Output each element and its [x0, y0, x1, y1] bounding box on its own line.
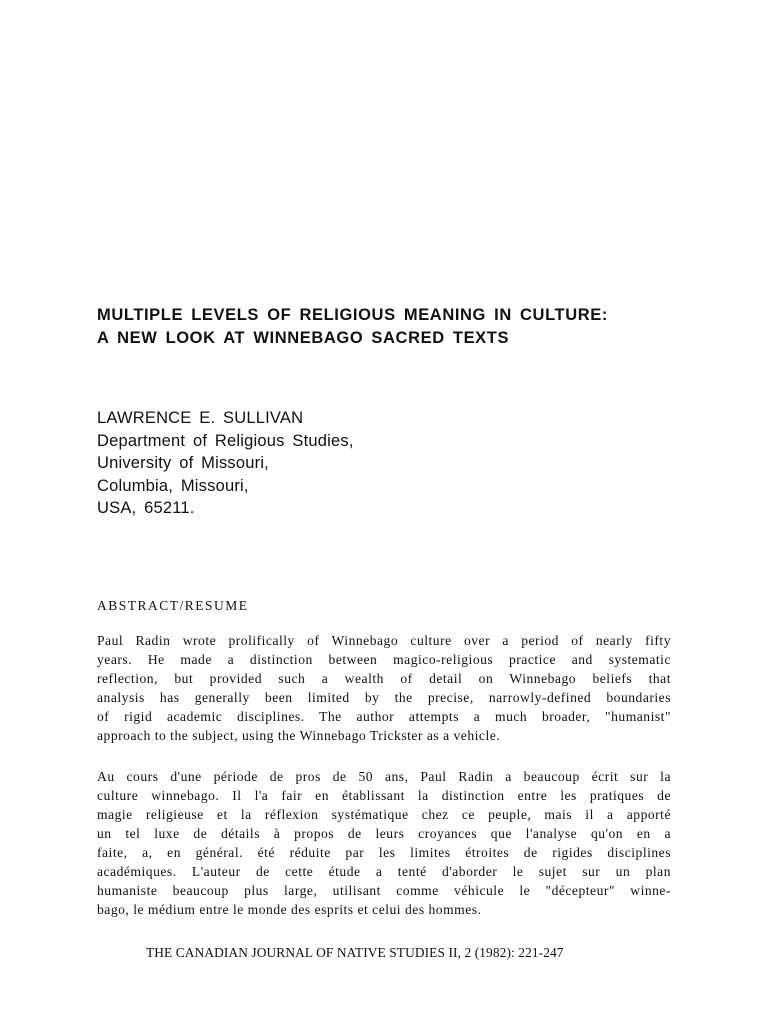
resume-line: humaniste beaucoup plus large, utilisant comme véhicule le "décepteur" winne-	[97, 883, 671, 898]
resume-line: Au cours d'une période de pros de 50 ans, Paul Radin a beaucoup écrit sur la	[97, 769, 671, 784]
journal-citation: THE CANADIAN JOURNAL OF NATIVE STUDIES II, 2 (1982): 221-247	[146, 945, 564, 960]
resume-line: faite, a, en général. été réduite par les limites étroites de rigides disciplines	[97, 845, 671, 860]
abstract-line: approach to the subject, using the Winnebago Trickster as a vehicle.	[97, 728, 501, 743]
author-university: University of Missouri,	[97, 454, 269, 472]
resume-line: magie religieuse et la réflexion systématique chez ce peuple, mais il a apporté	[97, 807, 671, 822]
abstract-line: analysis has generally been limited by the precise, narrowly-defined boundaries	[97, 690, 671, 705]
abstract-line: Paul Radin wrote prolifically of Winnebago culture over a period of nearly fifty	[97, 633, 671, 648]
author-block	[97, 407, 354, 520]
title-line-2: A NEW LOOK AT WINNEBAGO SACRED TEXTS	[97, 329, 510, 347]
author-department: Department of Religious Studies,	[97, 431, 354, 450]
abstract-english	[97, 631, 671, 745]
abstract-heading: ABSTRACT/RESUME	[97, 598, 249, 613]
resume-line: culture winnebago. Il l'a fair en établissant la distinction entre les pratiques de	[97, 788, 671, 803]
article-title	[97, 304, 697, 350]
author-name: LAWRENCE E. SULLIVAN	[97, 409, 304, 427]
resume-line: un tel luxe de détails à propos de leurs croyances que l'analyse qu'on en a	[97, 826, 671, 841]
title-line-1: MULTIPLE LEVELS OF RELIGIOUS MEANING IN CULTURE:	[97, 306, 608, 324]
abstract-line: of rigid academic disciplines. The author attempts a much broader, "humanist"	[97, 709, 671, 724]
resume-line: académiques. L'auteur de cette étude a tenté d'aborder le sujet sur un plan	[97, 864, 671, 879]
abstract-line: reflection, but provided such a wealth of detail on Winnebago beliefs that	[97, 671, 671, 686]
resume-line: bago, le médium entre le monde des esprits et celui des hommes.	[97, 902, 482, 917]
abstract-french	[97, 767, 671, 919]
author-city: Columbia, Missouri,	[97, 476, 249, 495]
abstract-line: years. He made a distinction between magico-religious practice and systematic	[97, 652, 671, 667]
author-country: USA, 65211.	[97, 499, 195, 517]
